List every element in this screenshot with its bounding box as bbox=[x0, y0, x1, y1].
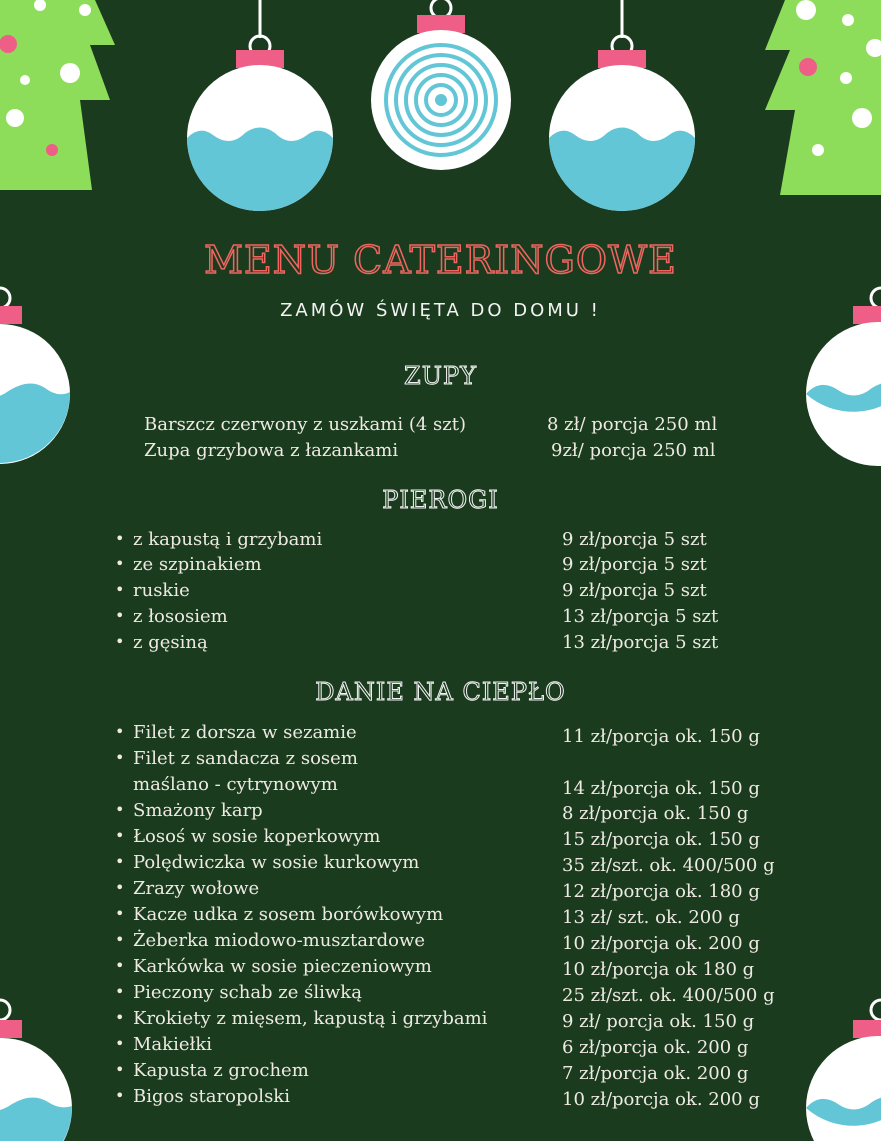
menu-item-price: 9zł/ porcja 250 ml bbox=[551, 440, 716, 461]
menu-item-price: 35 zł/szt. ok. 400/500 g bbox=[562, 855, 775, 876]
ornament-bottom-left-icon bbox=[0, 1000, 72, 1141]
menu-item-name: • Pieczony schab ze śliwką bbox=[133, 982, 362, 1003]
menu-item-price: 8 zł/ porcja 250 ml bbox=[547, 414, 718, 435]
menu-item-name: • Żeberka miodowo-musztardowe bbox=[133, 930, 425, 951]
menu-item-name: • z gęsiną bbox=[133, 632, 208, 653]
menu-item-price: 15 zł/porcja ok. 150 g bbox=[562, 829, 760, 850]
menu-item-name: Barszcz czerwony z uszkami (4 szt) bbox=[144, 414, 466, 435]
section-heading-pierogi: PIEROGI bbox=[382, 486, 499, 514]
menu-item-price: 10 zł/porcja ok. 200 g bbox=[562, 1089, 760, 1110]
tree-right-icon bbox=[765, 0, 881, 195]
ornament-top-left-icon bbox=[187, 0, 333, 211]
ornament-top-center-icon bbox=[371, 0, 511, 170]
ornament-top-right-icon bbox=[549, 0, 695, 211]
menu-item-name: • Filet z dorsza w sezamie bbox=[133, 722, 357, 743]
section-heading-zupy: ZUPY bbox=[404, 362, 477, 390]
menu-item-price: 7 zł/porcja ok. 200 g bbox=[562, 1063, 749, 1084]
menu-item-name: • Łosoś w sosie koperkowym bbox=[133, 826, 380, 847]
menu-item-price: 9 zł/porcja 5 szt bbox=[562, 529, 707, 550]
menu-item-price: 9 zł/porcja 5 szt bbox=[562, 580, 707, 601]
section-heading-danie: DANIE NA CIEPŁO bbox=[315, 678, 566, 706]
menu-item-price: 13 zł/ szt. ok. 200 g bbox=[562, 907, 740, 928]
page-title: MENU CATERINGOWE bbox=[204, 238, 677, 282]
menu-item-name: • Zrazy wołowe bbox=[133, 878, 259, 899]
menu-item-price: 12 zł/porcja ok. 180 g bbox=[562, 881, 760, 902]
menu-item-name: • Filet z sandacza z sosem bbox=[133, 748, 358, 769]
menu-item-name: • Polędwiczka w sosie kurkowym bbox=[133, 852, 419, 873]
menu-item-price: 13 zł/porcja 5 szt bbox=[562, 606, 719, 627]
menu-item-price: 11 zł/porcja ok. 150 g bbox=[562, 726, 760, 747]
menu-item-name: • ruskie bbox=[133, 580, 190, 601]
menu-item-name: • z łososiem bbox=[133, 606, 228, 627]
menu-item-price: 8 zł/porcja ok. 150 g bbox=[562, 803, 749, 824]
menu-item-price: 25 zł/szt. ok. 400/500 g bbox=[562, 985, 775, 1006]
menu-item-price: 9 zł/porcja 5 szt bbox=[562, 554, 707, 575]
menu-item-price: 9 zł/ porcja ok. 150 g bbox=[562, 1011, 755, 1032]
menu-item-name: • Karkówka w sosie pieczeniowym bbox=[133, 956, 432, 977]
menu-item-price: 14 zł/porcja ok. 150 g bbox=[562, 778, 760, 799]
menu-item-name: • Kapusta z grochem bbox=[133, 1060, 309, 1081]
menu-item-name: • ze szpinakiem bbox=[133, 554, 262, 575]
menu-item-name: Zupa grzybowa z łazankami bbox=[144, 440, 399, 461]
menu-item-price: 10 zł/porcja ok. 200 g bbox=[562, 933, 760, 954]
page-subtitle: ZAMÓW ŚWIĘTA DO DOMU ! bbox=[280, 300, 601, 321]
menu-item-name: • z kapustą i grzybami bbox=[133, 529, 322, 550]
ornament-bottom-right-icon bbox=[806, 1000, 881, 1141]
menu-item-price: 10 zł/porcja ok 180 g bbox=[562, 959, 755, 980]
menu-item-name: • Bigos staropolski bbox=[133, 1086, 290, 1107]
menu-item-name: • Kacze udka z sosem borówkowym bbox=[133, 904, 443, 925]
menu-item-name-continued: maślano - cytrynowym bbox=[133, 774, 338, 795]
menu-item-name: • Krokiety z mięsem, kapustą i grzybami bbox=[133, 1008, 487, 1029]
menu-item-name: • Makiełki bbox=[133, 1034, 212, 1055]
menu-item-price: 6 zł/porcja ok. 200 g bbox=[562, 1037, 749, 1058]
menu-item-price: 13 zł/porcja 5 szt bbox=[562, 632, 719, 653]
tree-left-icon bbox=[0, 0, 115, 190]
menu-item-name: • Smażony karp bbox=[133, 800, 263, 821]
